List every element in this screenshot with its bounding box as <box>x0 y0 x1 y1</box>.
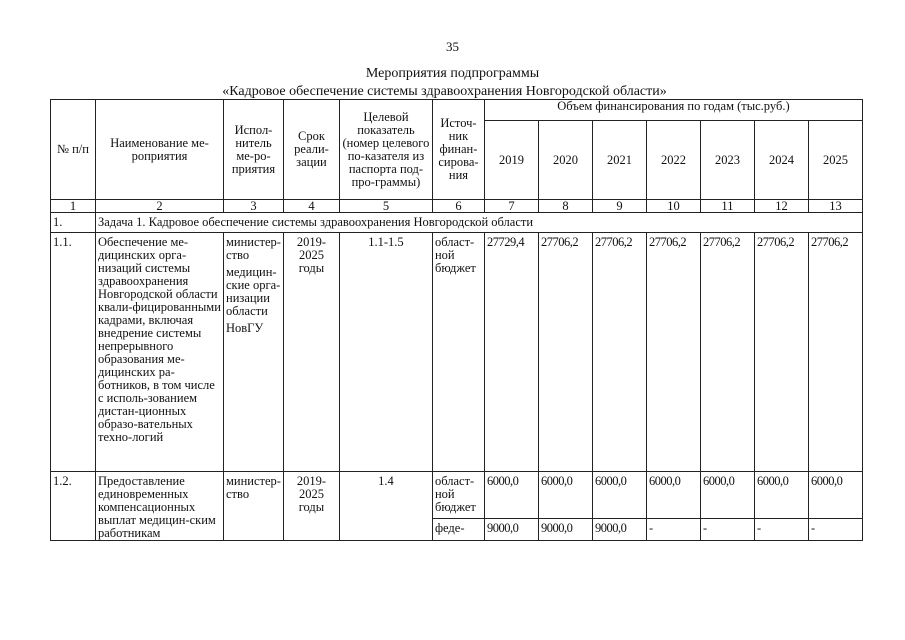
row-source: феде- <box>432 519 484 541</box>
program-table <box>50 99 863 541</box>
row-target: 1.4 <box>339 472 432 541</box>
row-num: 1.2. <box>51 472 96 541</box>
column-index: 9 <box>592 200 646 213</box>
header-period: Срок реали-зации <box>283 100 339 200</box>
executor-ministry: министер-ство <box>226 235 281 262</box>
header-source: Источ-ник финан-сирова-ния <box>432 100 484 200</box>
row-period: 2019-2025 годы <box>283 233 339 472</box>
column-index: 3 <box>224 200 284 213</box>
funding-value: - <box>754 519 808 541</box>
document-title: Мероприятия подпрограммы <box>365 66 540 81</box>
funding-value: 6000,0 <box>754 472 808 519</box>
column-index: 11 <box>700 200 754 213</box>
executor-university: НовГУ <box>226 321 264 335</box>
funding-value: 27706,2 <box>538 233 592 472</box>
funding-value: - <box>646 519 700 541</box>
funding-value: 27706,2 <box>808 233 862 472</box>
row-num: 1.1. <box>51 233 96 472</box>
column-index: 12 <box>754 200 808 213</box>
funding-value: 27706,2 <box>754 233 808 472</box>
row-executor <box>224 233 284 472</box>
funding-value: - <box>808 519 862 541</box>
column-index: 5 <box>339 200 432 213</box>
document-subtitle: «Кадровое обеспечение системы здравоохранения Новгородской области» <box>222 84 667 99</box>
column-index: 10 <box>646 200 700 213</box>
funding-value: 6000,0 <box>808 472 862 519</box>
row-period: 2019-2025 годы <box>283 472 339 541</box>
task-title: Задача 1. Кадровое обеспечение системы здравоохранения Новгородской области <box>96 213 863 233</box>
row-source: област-ной бюджет <box>432 472 484 519</box>
funding-value: 27706,2 <box>646 233 700 472</box>
header-year: 2022 <box>646 121 700 200</box>
column-index: 2 <box>96 200 224 213</box>
header-num: № п/п <box>51 100 96 200</box>
funding-value: 27706,2 <box>700 233 754 472</box>
header-executor: Испол-нитель ме-ро-приятия <box>224 100 284 200</box>
row-source: област-ной бюджет <box>432 233 484 472</box>
funding-value: 6000,0 <box>592 472 646 519</box>
funding-value: 9000,0 <box>592 519 646 541</box>
executor-medical-orgs: медицин-ские орга-низации области <box>226 265 281 318</box>
row-name: Предоставление единовременных компенсационных выплат медицин-ским работникам <box>96 472 224 541</box>
page-number: 35 <box>446 39 459 54</box>
funding-value: 27706,2 <box>592 233 646 472</box>
header-year: 2025 <box>808 121 862 200</box>
task-num: 1. <box>51 213 96 233</box>
row-target: 1.1-1.5 <box>339 233 432 472</box>
column-index: 6 <box>432 200 484 213</box>
funding-value: 9000,0 <box>538 519 592 541</box>
header-target: Целевой показатель (номер целевого по-казателя из паспорта под- про-граммы) <box>339 100 432 200</box>
column-index: 1 <box>51 200 96 213</box>
column-index: 13 <box>808 200 862 213</box>
header-year: 2024 <box>754 121 808 200</box>
funding-value: 6000,0 <box>538 472 592 519</box>
column-index: 8 <box>538 200 592 213</box>
column-index: 7 <box>484 200 538 213</box>
row-name: Обеспечение ме-дицинских орга-низаций системы здравоохранения Новгородской области квали-фицированными кадрами, включая внедрение системы непрерывного образования ме-дицинских ра-ботников, в том числе с исполь-зованием дистан-ционных образо-вательных техно-логий <box>96 233 224 472</box>
funding-value: 6000,0 <box>646 472 700 519</box>
funding-value: 9000,0 <box>484 519 538 541</box>
funding-value: 6000,0 <box>700 472 754 519</box>
header-funding: Объем финансирования по годам (тыс.руб.) <box>484 100 862 121</box>
funding-value: - <box>700 519 754 541</box>
column-index: 4 <box>283 200 339 213</box>
header-year: 2019 <box>484 121 538 200</box>
header-year: 2020 <box>538 121 592 200</box>
funding-value: 27729,4 <box>484 233 538 472</box>
funding-value: 6000,0 <box>484 472 538 519</box>
header-name: Наименование ме-роприятия <box>96 100 224 200</box>
header-year: 2021 <box>592 121 646 200</box>
header-year: 2023 <box>700 121 754 200</box>
row-executor: министер-ство <box>224 472 284 541</box>
